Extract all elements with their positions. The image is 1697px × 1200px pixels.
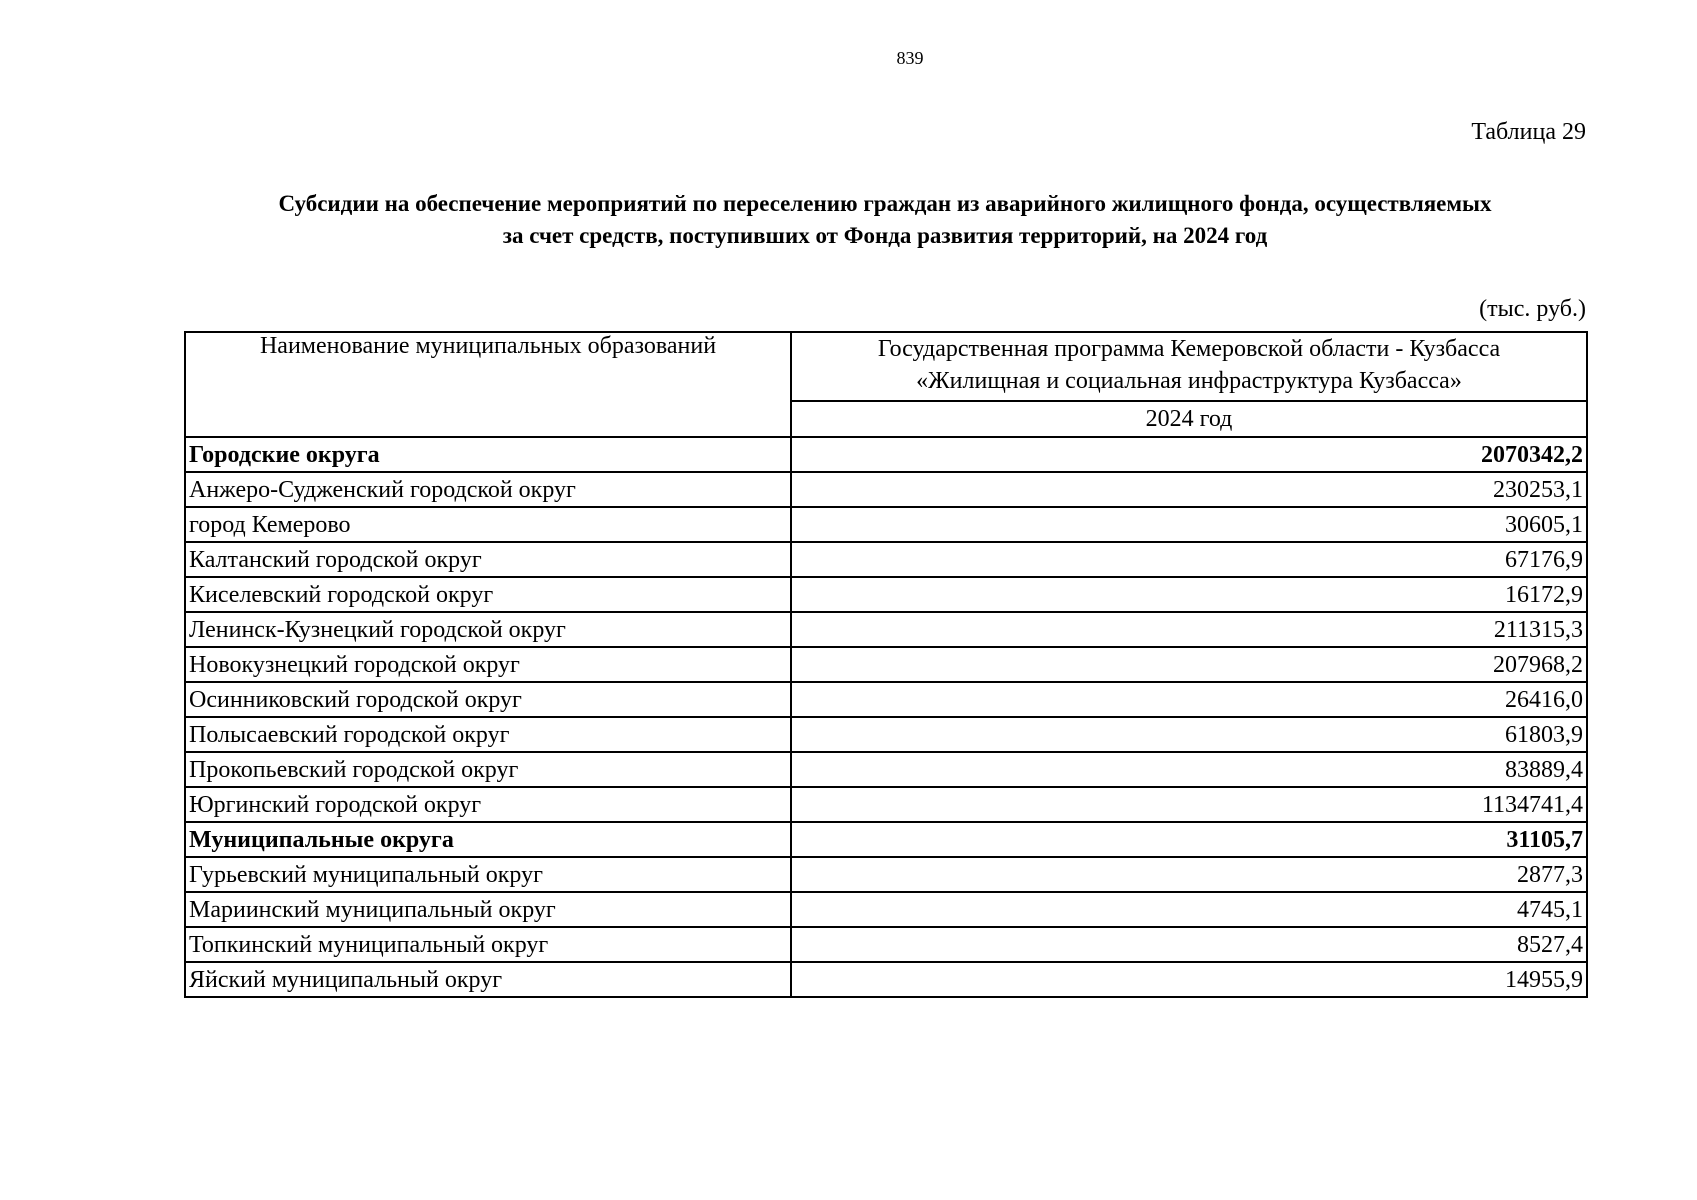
table-row xyxy=(185,892,1587,927)
subsidy-value-cell: 207968,2 xyxy=(791,647,1587,682)
municipality-name-cell: Анжеро-Судженский городской округ xyxy=(185,472,791,507)
group-row xyxy=(185,437,1587,472)
municipality-name-cell: Полысаевский городской округ xyxy=(185,717,791,752)
subsidy-value-cell: 2070342,2 xyxy=(791,437,1587,472)
units-label: (тыс. руб.) xyxy=(1479,296,1586,322)
subsidy-table xyxy=(184,331,1588,998)
municipality-name-cell: Яйский муниципальный округ xyxy=(185,962,791,997)
table-row xyxy=(185,927,1587,962)
table-row xyxy=(185,472,1587,507)
table-row xyxy=(185,962,1587,997)
subsidy-value-cell: 83889,4 xyxy=(791,752,1587,787)
table-row xyxy=(185,612,1587,647)
municipality-name-cell: Калтанский городской округ xyxy=(185,542,791,577)
subsidy-value-cell: 14955,9 xyxy=(791,962,1587,997)
municipality-name-cell: Киселевский городской округ xyxy=(185,577,791,612)
municipality-name-cell: Прокопьевский городской округ xyxy=(185,752,791,787)
page-number: 839 xyxy=(896,48,924,68)
table-row xyxy=(185,507,1587,542)
header-program-line-1: Государственная программа Кемеровской области - Кузбасса xyxy=(877,336,1501,362)
subsidy-value-cell: 16172,9 xyxy=(791,577,1587,612)
header-program-column xyxy=(791,332,1587,401)
subsidy-value-cell: 26416,0 xyxy=(791,682,1587,717)
table-row xyxy=(185,542,1587,577)
table-row xyxy=(185,682,1587,717)
municipality-name-cell: Ленинск-Кузнецкий городской округ xyxy=(185,612,791,647)
table-row xyxy=(185,787,1587,822)
subsidy-value-cell: 4745,1 xyxy=(791,892,1587,927)
municipality-name-cell: Новокузнецкий городской округ xyxy=(185,647,791,682)
municipality-name-cell: Топкинский муниципальный округ xyxy=(185,927,791,962)
table-row xyxy=(185,752,1587,787)
header-name-column: Наименование муниципальных образований xyxy=(185,332,791,437)
municipality-name-cell: Осинниковский городской округ xyxy=(185,682,791,717)
table-row xyxy=(185,717,1587,752)
header-year: 2024 год xyxy=(791,401,1587,437)
subsidy-value-cell: 230253,1 xyxy=(791,472,1587,507)
municipality-name-cell: Муниципальные округа xyxy=(185,822,791,857)
title-line-2: за счет средств, поступивших от Фонда развития территорий, на 2024 год xyxy=(502,223,1268,248)
municipality-name-cell: Гурьевский муниципальный округ xyxy=(185,857,791,892)
municipality-name-cell: Юргинский городской округ xyxy=(185,787,791,822)
group-row xyxy=(185,822,1587,857)
subsidy-value-cell: 8527,4 xyxy=(791,927,1587,962)
table-number: Таблица 29 xyxy=(1471,119,1586,145)
table-body xyxy=(185,437,1587,997)
table-row xyxy=(185,647,1587,682)
subsidy-value-cell: 30605,1 xyxy=(791,507,1587,542)
municipality-name-cell: город Кемерово xyxy=(185,507,791,542)
municipality-name-cell: Городские округа xyxy=(185,437,791,472)
subsidy-value-cell: 2877,3 xyxy=(791,857,1587,892)
table-row xyxy=(185,577,1587,612)
subsidy-value-cell: 67176,9 xyxy=(791,542,1587,577)
title-line-1: Субсидии на обеспечение мероприятий по переселению граждан из аварийного жилищного фонда, осуществляемых xyxy=(278,191,1492,216)
subsidy-value-cell: 1134741,4 xyxy=(791,787,1587,822)
subsidy-value-cell: 31105,7 xyxy=(791,822,1587,857)
header-program-line-2: «Жилищная и социальная инфраструктура Кузбасса» xyxy=(916,368,1462,394)
table-header xyxy=(185,332,1587,437)
municipality-name-cell: Мариинский муниципальный округ xyxy=(185,892,791,927)
subsidy-value-cell: 211315,3 xyxy=(791,612,1587,647)
subsidy-value-cell: 61803,9 xyxy=(791,717,1587,752)
document-title xyxy=(185,188,1585,252)
table-row xyxy=(185,857,1587,892)
